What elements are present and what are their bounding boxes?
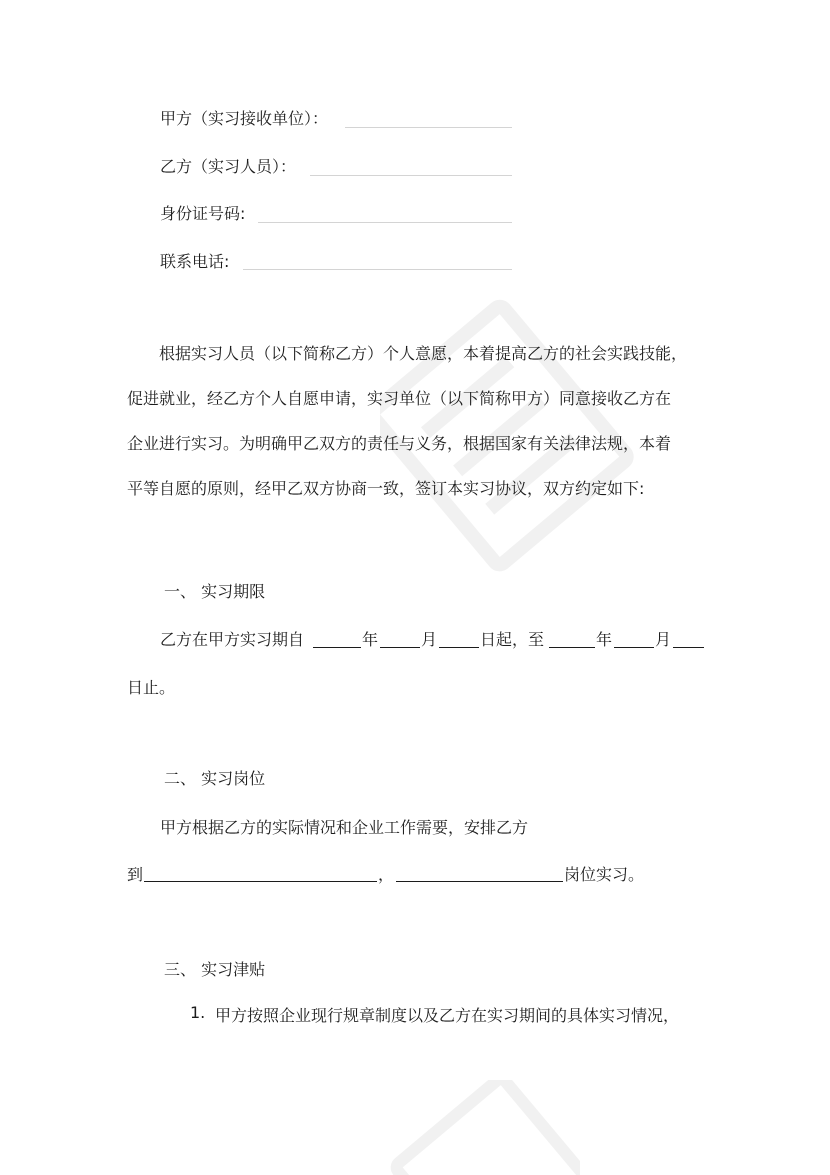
- day-to-label: 日起，至: [480, 630, 545, 649]
- item-text: 甲方按照企业现行规章制度以及乙方在实习期间的具体实习情况，: [215, 1006, 680, 1025]
- end-month-blank[interactable]: [614, 647, 654, 648]
- section-1-heading: 一、 实习期限: [164, 582, 266, 601]
- watermark-logo-bottom: [380, 1080, 580, 1175]
- field-party-a-label: 甲方（实习接收单位）：: [160, 109, 329, 128]
- intro-line: 根据实习人员（以下简称乙方）个人意愿，本着提高乙方的社会实践技能，: [159, 344, 688, 363]
- field-phone-label: 联系电话:: [160, 252, 230, 271]
- intro-line: 企业进行实习。为明确甲乙双方的责任与义务，根据国家有关法律法规，本着: [127, 434, 672, 453]
- intro-paragraph: [127, 331, 707, 511]
- period-start-text: 乙方在甲方实习期自: [160, 630, 305, 649]
- start-month-blank[interactable]: [380, 647, 420, 648]
- field-id-number-input[interactable]: [258, 222, 512, 223]
- position-blank[interactable]: [396, 881, 563, 882]
- intro-line: 平等自愿的原则，经甲乙双方协商一致，签订本实习协议，双方约定如下:: [127, 479, 645, 498]
- start-year-blank[interactable]: [313, 647, 361, 648]
- end-year-label: 年: [596, 630, 613, 649]
- position-prefix: 到: [127, 865, 144, 884]
- field-party-b-label: 乙方（实习人员）：: [160, 157, 297, 176]
- period-end-text: 日止。: [127, 678, 176, 697]
- year-label: 年: [362, 630, 379, 649]
- position-suffix: 岗位实习。: [564, 865, 645, 884]
- field-party-b-input[interactable]: [310, 175, 512, 176]
- item-number: 1.: [190, 1003, 206, 1022]
- field-party-a-input[interactable]: [345, 127, 512, 128]
- end-year-blank[interactable]: [549, 647, 595, 648]
- end-month-label: 月: [655, 630, 672, 649]
- section-2-heading: 二、 实习岗位: [164, 769, 266, 788]
- month-label: 月: [421, 630, 438, 649]
- position-comma: ，: [378, 865, 395, 884]
- department-blank[interactable]: [144, 881, 377, 882]
- field-phone-input[interactable]: [243, 269, 512, 270]
- intro-line: 促进就业，经乙方个人自愿申请，实习单位（以下简称甲方）同意接收乙方在: [127, 389, 672, 408]
- field-id-number-label: 身份证号码:: [160, 204, 246, 223]
- position-line-1: 甲方根据乙方的实际情况和企业工作需要，安排乙方: [160, 818, 529, 837]
- end-day-blank[interactable]: [673, 647, 704, 648]
- start-day-blank[interactable]: [439, 647, 479, 648]
- section-3-heading: 三、 实习津贴: [164, 960, 266, 979]
